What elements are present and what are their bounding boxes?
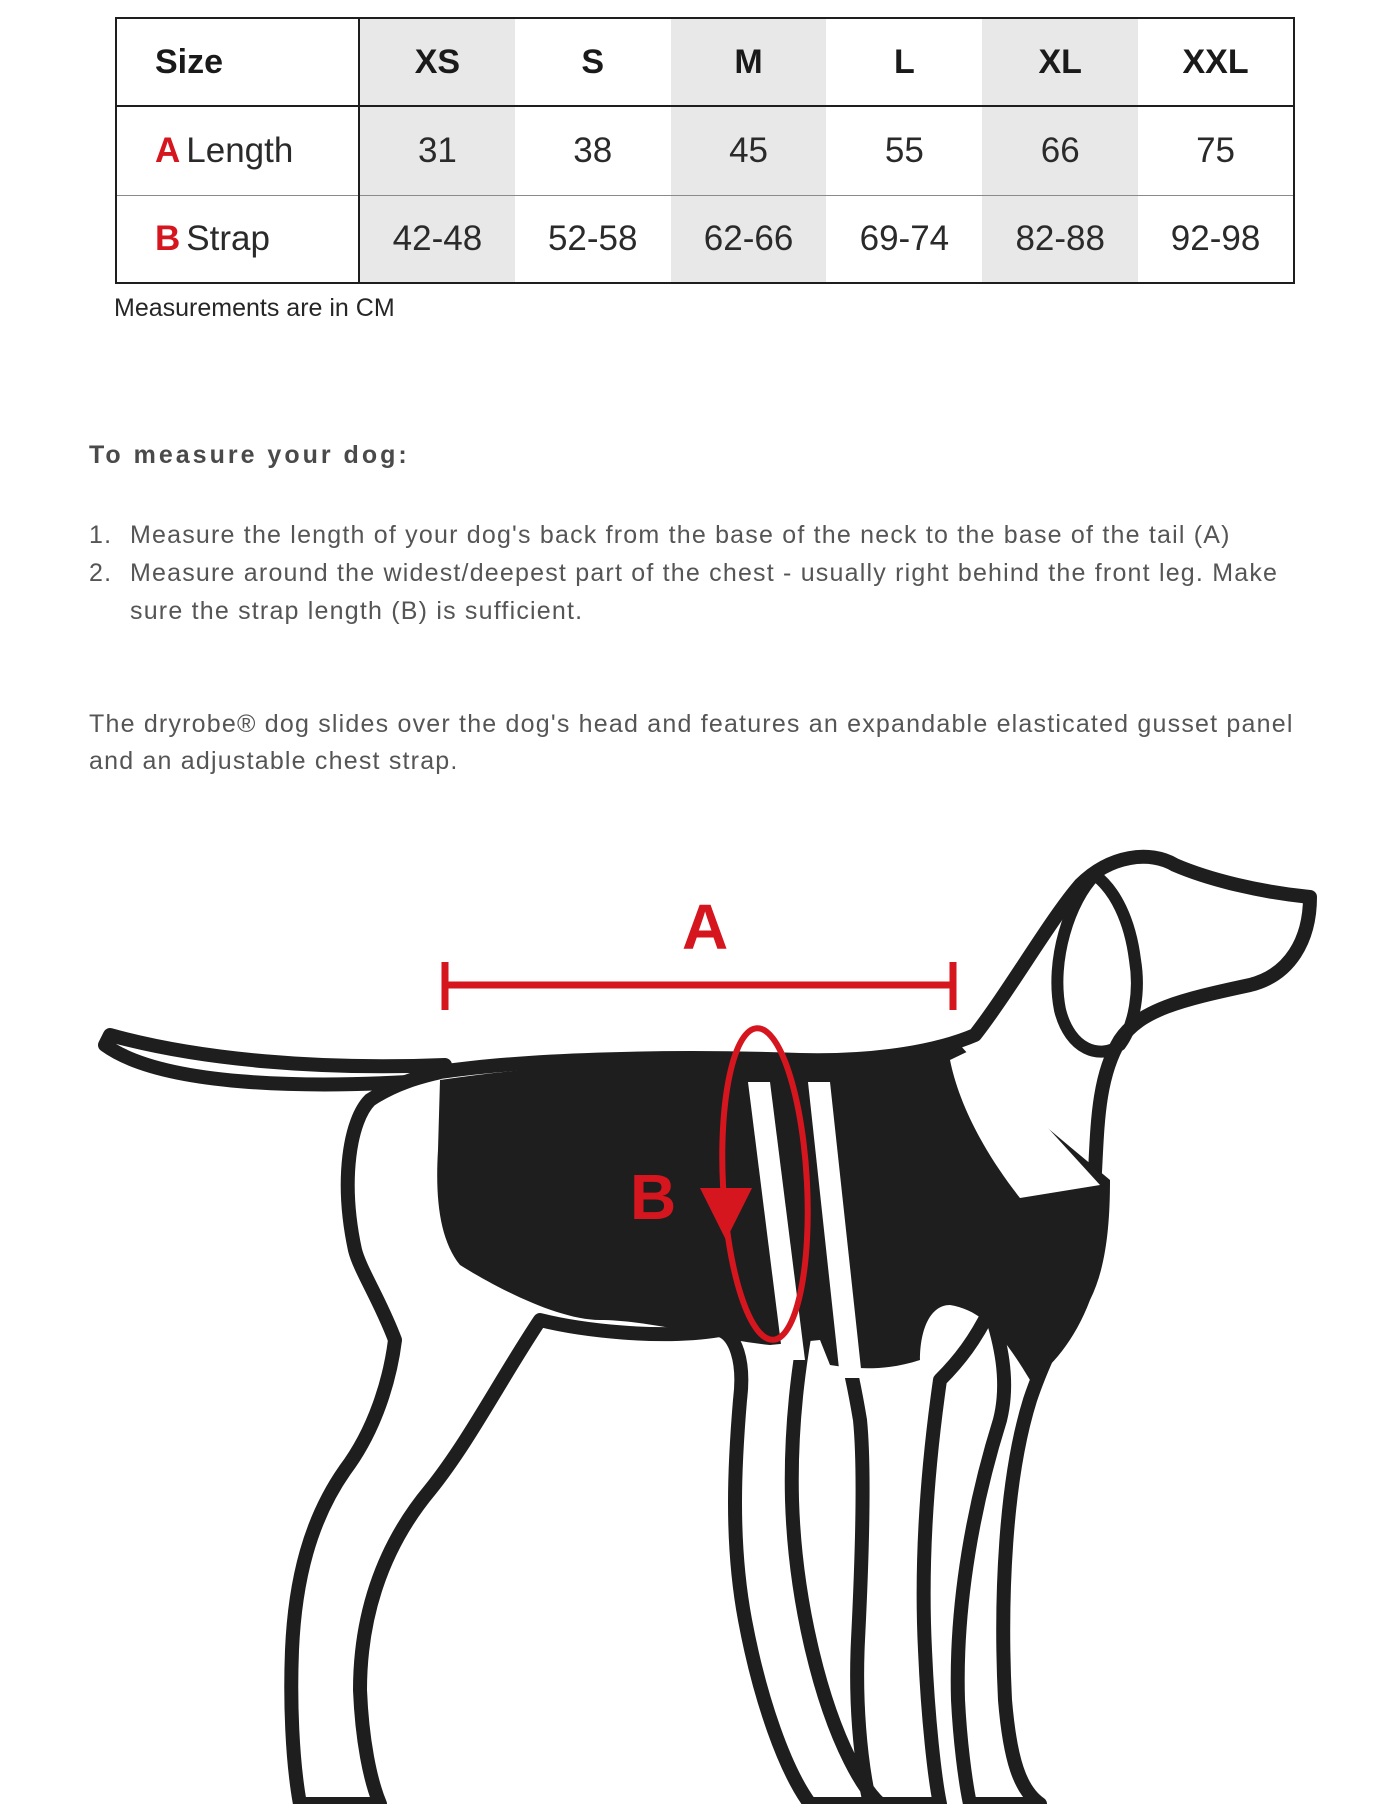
table-cell: 69-74 (859, 219, 950, 258)
strap-label: Strap (186, 219, 270, 258)
table-cell: 75 (1138, 106, 1294, 196)
table-cell: 66 (982, 106, 1138, 196)
list-item (89, 516, 1319, 554)
length-row-label (116, 106, 359, 196)
size-xs-header: XS (359, 18, 515, 106)
measure-heading: To measure your dog: (89, 441, 410, 469)
step-number: 2. (89, 559, 113, 587)
table-cell: 62-66 (671, 196, 827, 284)
table-cell: 82-88 (982, 196, 1138, 284)
strap-row-label (116, 196, 359, 284)
table-cell: 42-48 (359, 196, 515, 284)
step-text: Measure the length of your dog's back from the base of the neck to the base of the tail (A) (130, 521, 1231, 549)
step-number: 1. (89, 521, 113, 549)
length-label: Length (186, 131, 294, 170)
table-cell: 52-58 (547, 219, 638, 258)
dog-tail-outline (105, 1035, 445, 1084)
size-xl-header: XL (982, 18, 1138, 106)
table-row-length (116, 106, 1294, 196)
product-description: The dryrobe® dog slides over the dog's head and features an expandable elasticated gusset panel and an adjustable chest strap. (89, 710, 1294, 775)
list-item (89, 554, 1319, 630)
size-xxl-header: XXL (1138, 18, 1294, 106)
size-l-header: L (826, 18, 982, 106)
header-size-label: Size (116, 18, 359, 106)
label-a: A (682, 891, 729, 963)
dog-measurement-diagram (0, 820, 1392, 1804)
size-s-header: S (515, 18, 671, 106)
size-chart-table (115, 17, 1295, 284)
letter-a: A (155, 131, 181, 170)
table-cell: 31 (359, 106, 515, 196)
table-header-row (116, 18, 1294, 106)
measurement-unit-note: Measurements are in CM (114, 294, 395, 322)
table-row-strap (116, 196, 1294, 284)
step-text: Measure around the widest/deepest part of the chest - usually right behind the front leg. Make sure the strap length (B) is sufficient. (130, 559, 1279, 625)
table-cell: 92-98 (1170, 219, 1261, 258)
table-cell: 38 (515, 106, 671, 196)
table-cell: 45 (671, 106, 827, 196)
table-cell: 55 (826, 106, 982, 196)
letter-b: B (155, 219, 181, 258)
measure-steps-list (89, 516, 1319, 630)
size-m-header: M (671, 18, 827, 106)
label-b: B (630, 1161, 677, 1233)
